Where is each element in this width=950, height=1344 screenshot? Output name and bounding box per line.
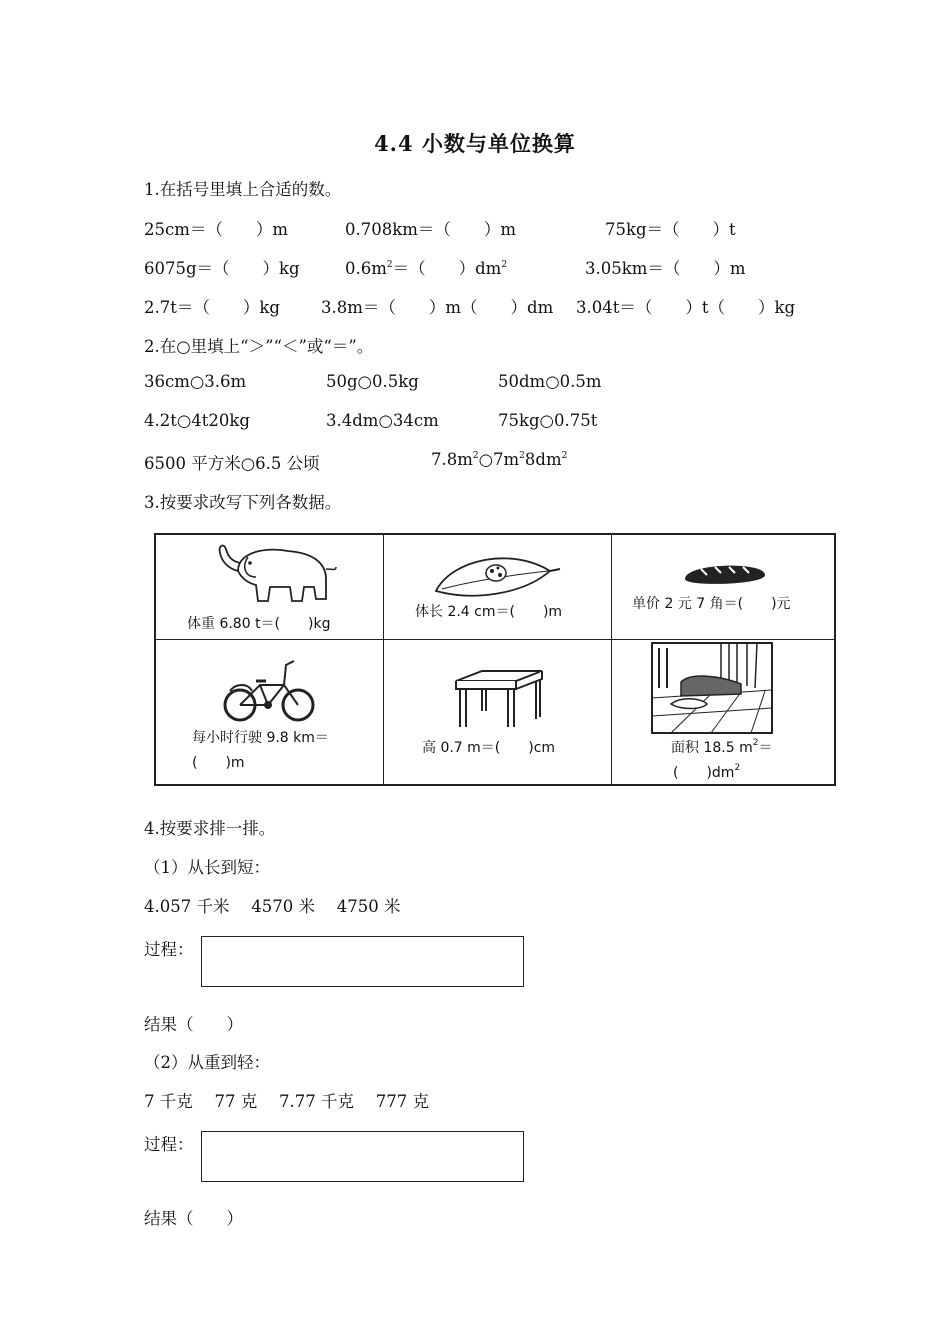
q2-item: $7.8m^2○7m^28dm^2$	[431, 450, 568, 469]
q4-part2-label: （2）从重到轻：	[144, 1053, 270, 1072]
q3-cell-label: 体重 6.80 t＝( )kg	[187, 616, 331, 632]
q4-heading: 4.按要求排一排。	[144, 819, 276, 838]
q4-part2-items: 7 千克 77 克 7.77 千克 777 克	[144, 1092, 429, 1111]
q3-cell-label: 高 0.7 m＝( )cm	[422, 740, 556, 756]
q3-cell-label: ( )m	[192, 755, 245, 771]
q4-part2-result: 结果（ ）	[144, 1209, 243, 1228]
q3-cell-label: 面积 18.5 $m^2=$	[671, 738, 773, 756]
q3-heading: 3.按要求改写下列各数据。	[144, 493, 342, 512]
bicycle-icon	[222, 655, 318, 725]
process-answer-box[interactable]	[201, 936, 524, 987]
q2-item: 6500 平方米○6.5 公顷	[144, 454, 320, 473]
q1-item: 6075g＝（ ）kg	[144, 259, 300, 278]
q2-item: 4.2t○4t20kg	[144, 411, 250, 430]
q2-item: 3.4dm○34cm	[326, 411, 439, 430]
q1-item: 25cm＝（ ）m	[144, 220, 289, 239]
q4-part1-label: （1）从长到短：	[144, 858, 270, 877]
elephant-icon	[208, 541, 338, 611]
process-answer-box[interactable]	[201, 1131, 524, 1182]
q1-item: 75kg＝（ ）t	[605, 220, 736, 239]
q1-item: 3.05km＝（ ）m	[585, 259, 746, 278]
q3-cell-label: 单价 2 元 7 角＝( )元	[632, 596, 791, 612]
page-title: 4.4 小数与单位换算	[374, 131, 576, 156]
q4-part1-process-label: 过程：	[144, 940, 194, 959]
q1-heading: 1.在括号里填上合适的数。	[144, 180, 342, 199]
q2-item: 50g○0.5kg	[326, 372, 419, 391]
table-icon	[452, 665, 546, 731]
q3-cell-label: 体长 2.4 cm＝( )m	[415, 604, 563, 620]
q1-item: 3.8m＝（ ）m（ ）dm	[321, 298, 554, 317]
q4-part2-process-label: 过程：	[144, 1135, 194, 1154]
q4-part1-items: 4.057 千米 4570 米 4750 米	[144, 897, 401, 916]
q3-cell-label: ( )$dm^2$	[673, 763, 741, 781]
leaf-ladybug-icon	[432, 551, 562, 599]
conversion-picture-grid	[154, 533, 836, 786]
q4-part1-result: 结果（ ）	[144, 1015, 243, 1034]
q2-heading: 2.在○里填上“＞”“＜”或“＝”。	[144, 337, 374, 356]
q1-item: 3.04t＝（ ）t（ ）kg	[576, 298, 796, 317]
q1-item: 2.7t＝（ ）kg	[144, 298, 280, 317]
q2-item: 50dm○0.5m	[498, 372, 602, 391]
q1-item: 0.708km＝（ ）m	[345, 220, 517, 239]
q2-item: 75kg○0.75t	[498, 411, 598, 430]
q3-cell-label: 每小时行驶 9.8 km＝	[192, 730, 329, 746]
q2-item: 36cm○3.6m	[144, 372, 247, 391]
room-floor-icon	[651, 642, 773, 734]
bread-icon	[681, 559, 769, 587]
q1-item: $0.6m^2=$（ ）$dm^2$	[345, 259, 508, 278]
